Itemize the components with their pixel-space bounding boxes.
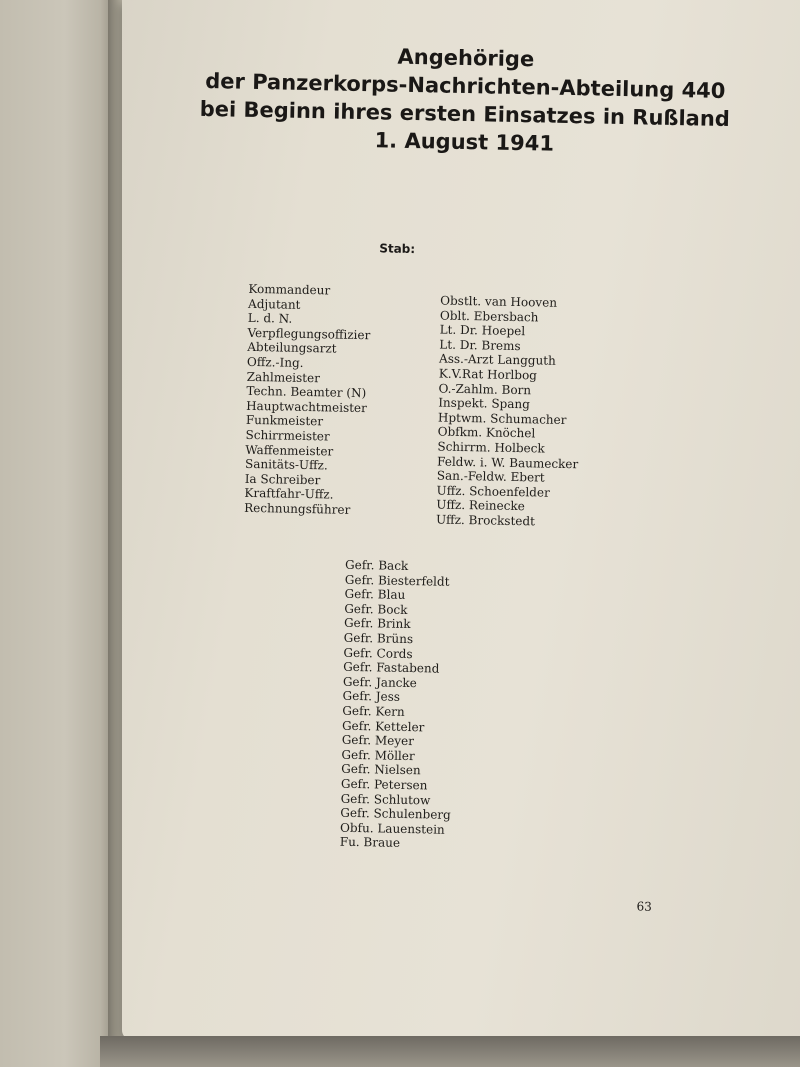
staff-name: Ass.-Arzt Langguth	[438, 351, 556, 369]
staff-role: Zahlmeister	[246, 369, 321, 385]
roster-entry: Gefr. Brink	[343, 616, 411, 632]
staff-role: Ia Schreiber	[244, 471, 321, 487]
staff-role: Adjutant	[247, 296, 301, 312]
staff-name: Feldw. i. W. Baumecker	[437, 454, 579, 471]
staff-name: O.-Zahlm. Born	[438, 381, 532, 397]
roster-entry: Gefr. Biesterfeldt	[344, 572, 450, 589]
staff-role: Rechnungsführer	[244, 500, 351, 517]
title-line-1: Angehörige	[397, 44, 535, 72]
enlisted-roster	[340, 558, 456, 852]
roster-entry: Gefr. Meyer	[341, 732, 415, 749]
roster-entry: Gefr. Blau	[344, 586, 406, 603]
staff-role: Verpflegungsoffizier	[247, 325, 371, 342]
roster-entry: Gefr. Cords	[343, 645, 413, 661]
staff-name: Inspekt. Spang	[438, 395, 530, 412]
roster-entry: Gefr. Jess	[342, 689, 401, 705]
roster-entry: Gefr. Fastabend	[343, 659, 440, 676]
roster-entry: Gefr. Schlutow	[340, 791, 431, 807]
staff-name: Lt. Dr. Hoepel	[439, 322, 526, 339]
staff-name: Uffz. Reinecke	[436, 497, 525, 514]
staff-role: Offz.-Ing.	[246, 354, 304, 370]
staff-role: Abteilungsarzt	[247, 340, 337, 356]
staff-role: L. d. N.	[247, 311, 293, 326]
title-line-4: 1. August 1941	[374, 128, 555, 156]
title-line-2: der Panzerkorps-Nachrichten-Abteilung 440	[205, 68, 726, 103]
roster-entry: Gefr. Brüns	[343, 630, 414, 647]
roster-entry: Gefr. Schulenberg	[340, 805, 451, 822]
staff-name: Hptwm. Schumacher	[437, 410, 567, 427]
roster-entry: Gefr. Ketteler	[341, 718, 425, 734]
roster-entry: Gefr. Nielsen	[341, 762, 421, 778]
staff-name: Schirrm. Holbeck	[437, 439, 545, 456]
roster-entry: Gefr. Kern	[342, 703, 405, 719]
section-heading-stab: Stab:	[379, 241, 416, 257]
staff-name: San.-Feldw. Ebert	[436, 468, 545, 485]
staff-role: Schirrmeister	[245, 427, 330, 444]
staff-role: Sanitäts-Uffz.	[244, 456, 328, 473]
staff-role: Waffenmeister	[245, 442, 334, 459]
staff-role: Techn. Beamter (N)	[246, 383, 367, 401]
roster-entry: Gefr. Jancke	[342, 674, 417, 690]
left-page	[0, 0, 118, 1067]
staff-name: Oblt. Ebersbach	[439, 308, 539, 325]
staff-name: Obfkm. Knöchel	[437, 424, 536, 441]
staff-name: Uffz. Schoenfelder	[436, 483, 550, 500]
staff-name: Obstlt. van Hooven	[440, 293, 558, 310]
staff-role: Hauptwachtmeister	[246, 398, 367, 415]
page-content	[102, 0, 800, 1046]
staff-role: Kraftfahr-Uffz.	[244, 486, 334, 502]
staff-name: Lt. Dr. Brems	[439, 337, 521, 353]
table-surface	[100, 1036, 800, 1067]
title-line-3: bei Beginn ihres ersten Einsatzes in Rußland	[199, 96, 731, 132]
roster-entry: Fu. Braue	[339, 834, 401, 851]
staff-name: K.V.Rat Horlbog	[438, 366, 538, 383]
page-title	[139, 38, 791, 162]
roster-entry: Gefr. Möller	[341, 747, 415, 763]
right-page	[122, 0, 800, 1040]
staff-role: Funkmeister	[245, 413, 324, 429]
roster-entry: Gefr. Back	[345, 557, 409, 573]
staff-name: Uffz. Brockstedt	[435, 512, 536, 529]
staff-role: Kommandeur	[248, 281, 331, 298]
page-number: 63	[636, 899, 653, 914]
roster-entry: Gefr. Petersen	[340, 776, 428, 793]
staff-roster	[244, 281, 579, 529]
roster-entry: Obfu. Lauenstein	[339, 820, 445, 837]
roster-entry: Gefr. Bock	[344, 601, 408, 617]
